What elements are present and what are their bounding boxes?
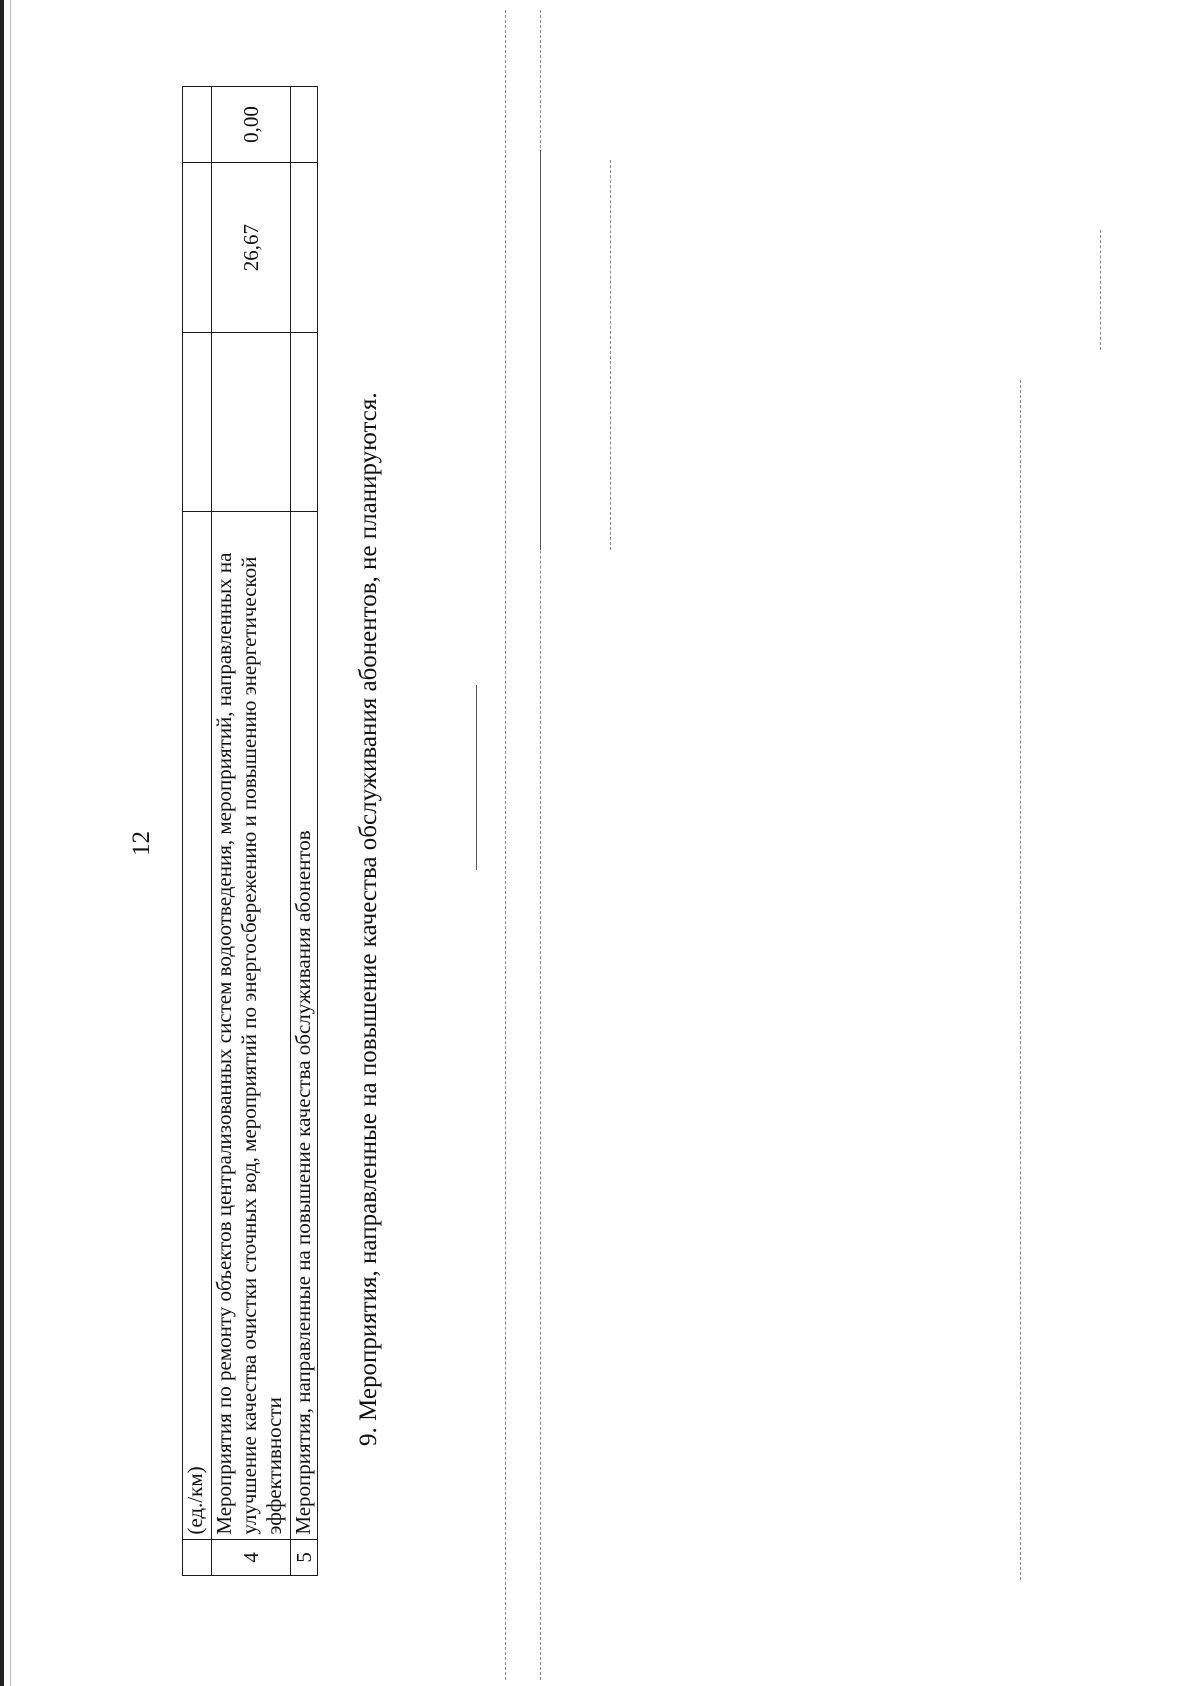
table-cell-num: 4 [212, 1539, 291, 1575]
table-cell-description: Мероприятия по ремонту объектов централизованных систем водоотведения, мероприятий, направленных на улучшение качества очистки сточных вод, мероприятий по энергосбережению и повышению энергетической эффективности [212, 511, 291, 1539]
section-9-text: 9. Мероприятия, направленные на повышение качества обслуживания абонентов, не планируются. [355, 392, 382, 1446]
table-cell-unit: (ед./км) [183, 511, 212, 1539]
table-cell-value [291, 87, 318, 163]
table-cell-value [291, 333, 318, 511]
table-cell-num [183, 1539, 212, 1575]
table-row [291, 87, 318, 1576]
table-cell-value [183, 162, 212, 333]
measures-table [182, 86, 318, 1576]
table-cell-value [183, 87, 212, 163]
table-row [212, 87, 291, 1576]
table-row [183, 87, 212, 1576]
table-cell-value [212, 333, 291, 511]
page-number: 12 [128, 831, 155, 856]
table-cell-value [291, 162, 318, 333]
table-cell-num: 5 [291, 1539, 318, 1575]
table-cell-value: 26,67 [212, 162, 291, 333]
table-cell-value: 0,00 [212, 87, 291, 163]
table-cell-description: Мероприятия, направленные на повышение качества обслуживания абонентов [291, 511, 318, 1539]
table-cell-value [183, 333, 212, 511]
